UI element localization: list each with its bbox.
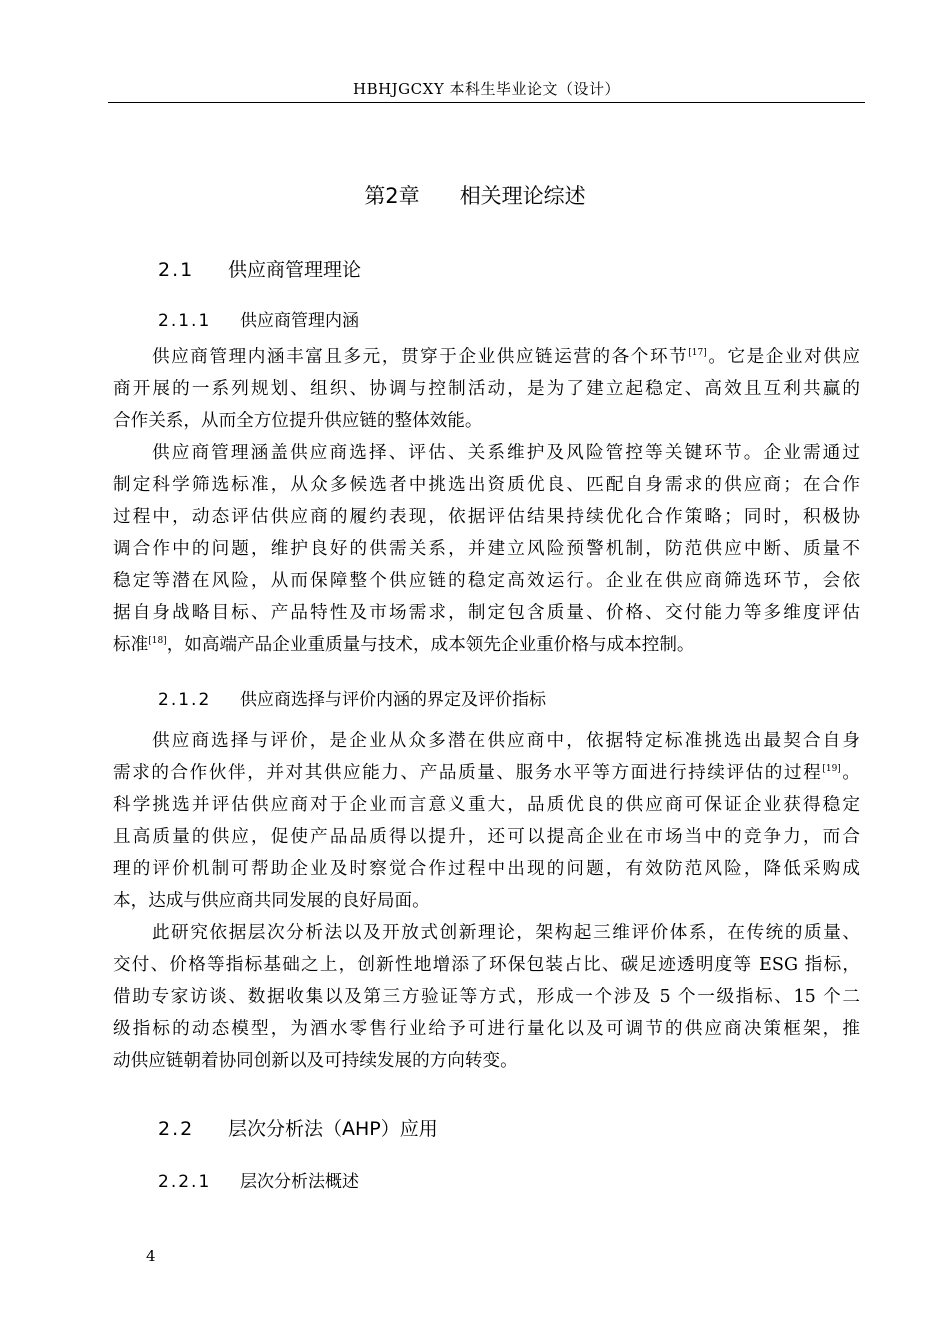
chapter-name: 相关理论综述: [459, 184, 586, 208]
section-title: 供应商选择与评价内涵的界定及评价指标: [240, 690, 546, 710]
text-run: 交付、价格等指标基础之上，创新性地增添了环保包装占比、碳足迹透明度等 ESG 指标，: [113, 955, 860, 975]
paragraph-line: [113, 377, 860, 401]
text-run: 借助专家访谈、数据收集以及第三方验证等方式，形成一个涉及 5 个一级指标、15 个二: [113, 987, 860, 1007]
text-run: 供应商管理内涵丰富且多元，贯穿于企业供应链运营的各个环节: [152, 347, 689, 367]
paragraph-line: [113, 953, 860, 977]
text-run: 合作关系，从而全方位提升供应链的整体效能。: [113, 411, 483, 431]
text-run: 据自身战略目标、产品特性及市场需求，制定包含质量、价格、交付能力等多维度评估: [113, 603, 860, 623]
section-number: 2.2: [158, 1118, 195, 1140]
paragraph-line: [152, 921, 860, 945]
paragraph-line: [113, 761, 860, 785]
paragraph-line: [113, 473, 860, 497]
chapter-title: [0, 180, 950, 210]
text-run: ，如高端产品企业重质量与技术，成本领先企业重价格与成本控制。: [166, 635, 695, 655]
section-number: 2.2.1: [158, 1172, 212, 1192]
paragraph-line: [152, 441, 860, 465]
section-number: 2.1: [158, 259, 195, 281]
section-number: 2.1.2: [158, 690, 212, 710]
paragraph-line: [113, 409, 860, 433]
text-run: 需求的合作伙伴，并对其供应能力、产品质量、服务水平等方面进行持续评估的过程: [113, 763, 823, 783]
section-heading-2-1: [158, 255, 361, 282]
text-run: 商开展的一系列规划、组织、协调与控制活动，是为了建立起稳定、高效且互利共赢的: [113, 379, 860, 399]
section-title: 层次分析法（AHP）应用: [228, 1118, 438, 1140]
paragraph-line: [113, 569, 860, 593]
citation-ref: [19]: [822, 764, 841, 774]
section-title: 层次分析法概述: [240, 1172, 359, 1192]
paragraph-line: [113, 633, 860, 657]
text-run: 稳定等潜在风险，从而保障整个供应链的稳定高效运行。企业在供应商筛选环节，会依: [113, 571, 860, 591]
section-heading-2-1-1: [158, 306, 359, 331]
paragraph-line: [113, 1017, 860, 1041]
text-run: 过程中，动态评估供应商的履约表现，依据评估结果持续优化合作策略；同时，积极协: [113, 507, 860, 527]
section-heading-2-2: [158, 1114, 438, 1141]
section-number: 2.1.1: [158, 311, 212, 331]
paragraph-line: [113, 889, 860, 913]
page-header: HBHJGCXY 本科生毕业论文（设计）: [352, 80, 620, 98]
citation-ref: [17]: [688, 348, 707, 358]
text-run: 。它是企业对供应: [706, 347, 860, 367]
paragraph-line: [113, 857, 860, 881]
paragraph-line: [152, 345, 860, 369]
chapter-number: 第2章: [364, 184, 420, 208]
text-run: 此研究依据层次分析法以及开放式创新理论，架构起三维评价体系，在传统的质量、: [152, 923, 860, 943]
text-run: 且高质量的供应，促使产品品质得以提升，还可以提高企业在市场当中的竞争力，而合: [113, 827, 860, 847]
text-run: 级指标的动态模型，为酒水零售行业给予可进行量化以及可调节的供应商决策框架，推: [113, 1019, 860, 1039]
section-title: 供应商管理理论: [228, 259, 362, 281]
paragraph-line: [113, 505, 860, 529]
text-run: 动供应链朝着协同创新以及可持续发展的方向转变。: [113, 1051, 518, 1071]
section-title: 供应商管理内涵: [240, 311, 359, 331]
text-run: 供应商管理涵盖供应商选择、评估、关系维护及风险管控等关键环节。企业需通过: [152, 443, 860, 463]
paragraph-line: [113, 601, 860, 625]
page-number: 4: [146, 1247, 156, 1265]
paragraph-line: [113, 793, 860, 817]
text-run: 标准: [113, 635, 149, 655]
text-run: 调合作中的问题，维护良好的供需关系，并建立风险预警机制，防范供应中断、质量不: [113, 539, 860, 559]
section-heading-2-2-1: [158, 1167, 359, 1192]
section-heading-2-1-2: [158, 685, 546, 710]
paragraph-line: [113, 1049, 860, 1073]
text-run: 供应商选择与评价，是企业从众多潜在供应商中，依据特定标准挑选出最契合自身: [152, 731, 860, 751]
header-divider: [108, 102, 865, 103]
paragraph-line: [113, 985, 860, 1009]
paragraph-line: [152, 729, 860, 753]
text-run: 制定科学筛选标准，从众多候选者中挑选出资质优良、匹配自身需求的供应商；在合作: [113, 475, 860, 495]
text-run: 本，达成与供应商共同发展的良好局面。: [113, 891, 430, 911]
paragraph-line: [113, 537, 860, 561]
text-run: 理的评价机制可帮助企业及时察觉合作过程中出现的问题，有效防范风险，降低采购成: [113, 859, 860, 879]
text-run: 。: [840, 763, 860, 783]
paragraph-line: [113, 825, 860, 849]
citation-ref: [18]: [148, 636, 167, 646]
text-run: 科学挑选并评估供应商对于企业而言意义重大，品质优良的供应商可保证企业获得稳定: [113, 795, 860, 815]
